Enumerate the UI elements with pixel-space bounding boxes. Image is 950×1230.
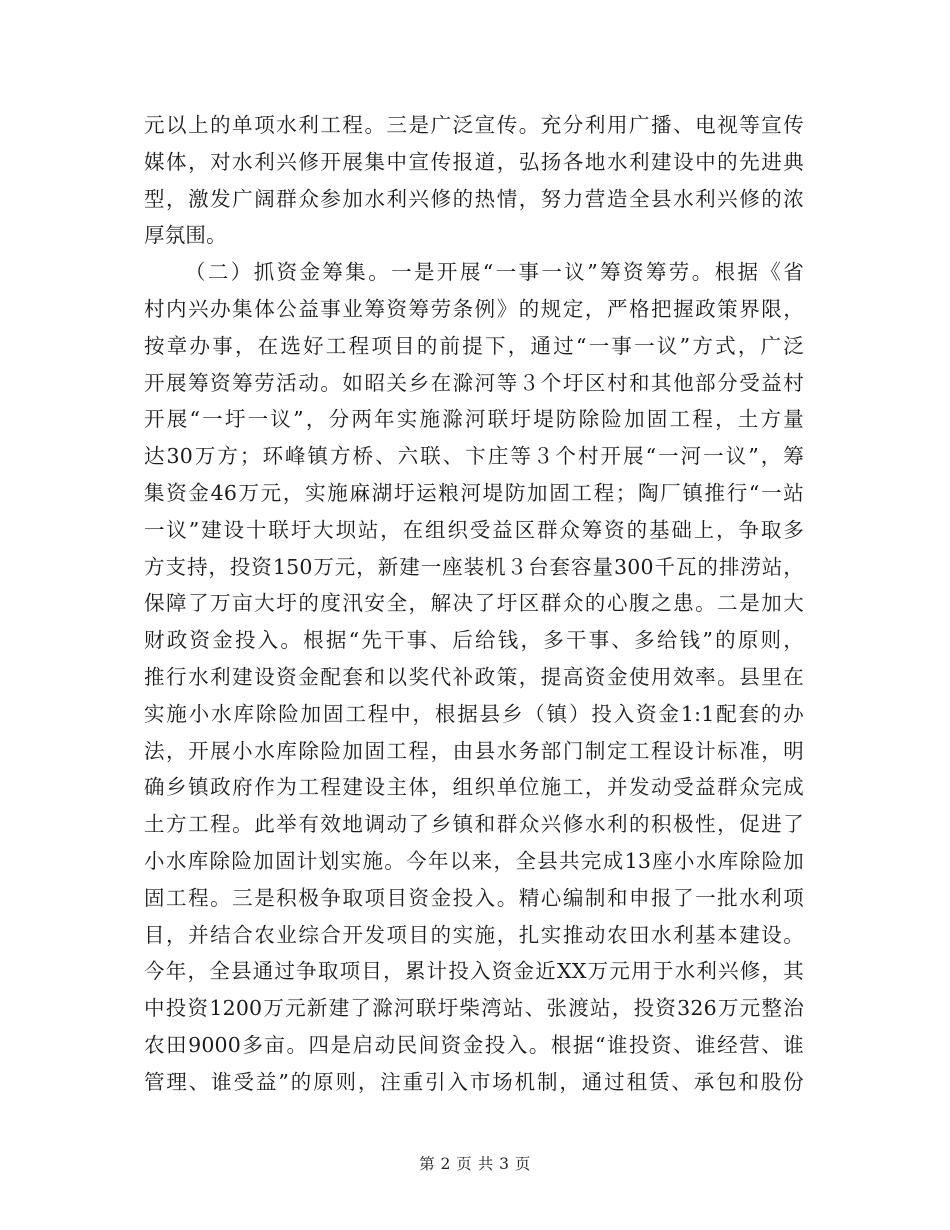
paragraph-start-line: （二）抓资金筹集。一是开展“一事一议”筹资筹劳。根据《省 (185, 260, 804, 285)
text-line: 一议”建设十联圩大坝站，在组织受益区群众筹资的基础上，争取多 (144, 517, 804, 542)
text-line: 型，激发广阔群众参加水利兴修的热情，努力营造全县水利兴修的浓 (144, 186, 804, 211)
document-body (144, 107, 804, 1101)
text-line: 媒体，对水利兴修开展集中宣传报道，弘扬各地水利建设中的先进典 (144, 149, 804, 174)
text-line: 村内兴办集体公益事业筹资筹劳条例》的规定，严格把握政策界限， (144, 296, 804, 321)
text-line: 管理、谁受益”的原则，注重引入市场机制，通过租赁、承包和股份 (144, 1069, 804, 1094)
text-line: 集资金46万元，实施麻湖圩运粮河堤防加固工程；陶厂镇推行“一站 (144, 480, 804, 505)
text-line: 小水库除险加固计划实施。今年以来，全县共完成13座小水库除险加 (144, 848, 804, 873)
text-line: 财政资金投入。根据“先干事、后给钱，多干事、多给钱”的原则， (144, 628, 804, 653)
text-line: 今年，全县通过争取项目，累计投入资金近XX万元用于水利兴修，其 (144, 959, 804, 984)
text-line: 实施小水库除险加固工程中，根据县乡（镇）投入资金1:1配套的办 (144, 701, 804, 726)
text-line: 开展“一圩一议”，分两年实施滁河联圩堤防除险加固工程，土方量 (144, 407, 804, 432)
text-line: 元以上的单项水利工程。三是广泛宣传。充分利用广播、电视等宣传 (144, 113, 804, 137)
text-line: 土方工程。此举有效地调动了乡镇和群众兴修水利的积极性，促进了 (144, 812, 804, 837)
text-line: 按章办事，在选好工程项目的前提下，通过“一事一议”方式，广泛 (144, 333, 804, 358)
page-number-footer: 第 2 页 共 3 页 (419, 1155, 531, 1173)
text-line: 固工程。三是积极争取项目资金投入。精心编制和申报了一批水利项 (144, 885, 804, 910)
text-line: 达30万方；环峰镇方桥、六联、卞庄等３个村开展“一河一议”，筹 (144, 444, 804, 469)
text-line: 中投资1200万元新建了滁河联圩柴湾站、张渡站，投资326万元整治 (144, 996, 804, 1021)
text-line: 确乡镇政府作为工程建设主体，组织单位施工，并发动受益群众完成 (144, 775, 804, 800)
text-line: 法，开展小水库除险加固工程，由县水务部门制定工程设计标准，明 (144, 738, 804, 763)
text-line: 厚氛围。 (144, 223, 227, 248)
text-line: 保障了万亩大圩的度汛安全，解决了圩区群众的心腹之患。二是加大 (144, 591, 804, 616)
text-line: 农田9000多亩。四是启动民间资金投入。根据“谁投资、谁经营、谁 (144, 1032, 804, 1057)
text-line: 方支持，投资150万元，新建一座装机３台套容量300千瓦的排涝站， (144, 554, 804, 579)
text-line: 开展筹资筹劳活动。如昭关乡在滁河等３个圩区村和其他部分受益村 (144, 370, 804, 395)
text-line: 推行水利建设资金配套和以奖代补政策，提高资金使用效率。县里在 (144, 664, 804, 689)
text-line: 目，并结合农业综合开发项目的实施，扎实推动农田水利基本建设。 (144, 922, 804, 947)
